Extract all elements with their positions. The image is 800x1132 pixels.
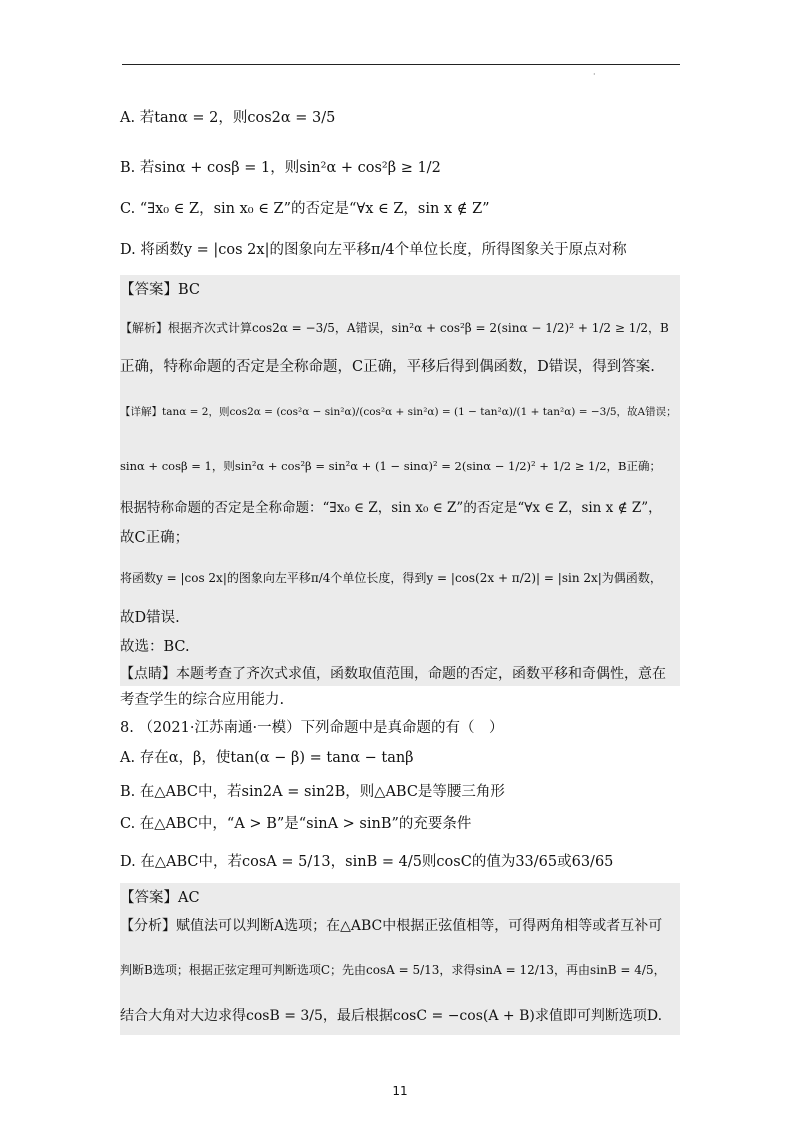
q8-option-d: D. 在△ABC中，若cosA = 5/13，sinB = 4/5则cosC的值为33/65或63/65 — [120, 854, 614, 870]
q8-answer: 【答案】AC — [120, 890, 200, 906]
q7-option-c: C. “∃x₀ ∈ Z，sin x₀ ∈ Z”的否定是“∀x ∈ Z，sin x ∉ Z” — [120, 201, 490, 217]
q7-option-d: D. 将函数y = |cos 2x|的图象向左平移π/4个单位长度，所得图象关于原点对称 — [120, 242, 627, 258]
q7-detail-line5: 将函数y = |cos 2x|的图象向左平移π/4个单位长度，得到y = |cos(2x + π/2)| = |sin 2x|为偶函数， — [120, 571, 662, 585]
q7-detail-line3: 根据特称命题的否定是全称命题：“∃x₀ ∈ Z，sin x₀ ∈ Z”的否定是“∀x ∈ Z，sin x ∉ Z”， — [120, 500, 662, 516]
q7-analysis-line1: 【解析】根据齐次式计算cos2α = −3/5，A错误，sin²α + cos²β = 2(sinα − 1/2)² + 1/2 ≥ 1/2，B — [120, 321, 669, 335]
q7-option-b: B. 若sinα + cosβ = 1，则sin²α + cos²β ≥ 1/2 — [120, 160, 441, 176]
header-rule — [122, 64, 680, 65]
q7-detail-line4: 故C正确； — [120, 530, 190, 546]
q8-option-c: C. 在△ABC中，“A > B”是“sinA > sinB”的充要条件 — [120, 816, 472, 832]
q8-analysis-line3: 结合大角对大边求得cosB = 3/5，最后根据cosC = −cos(A + B)求值即可判断选项D. — [120, 1008, 663, 1024]
q8-analysis-line2: 判断B选项；根据正弦定理可判断选项C；先由cosA = 5/13，求得sinA = 12/13，再由sinB = 4/5， — [120, 963, 666, 977]
q7-detail-line1: 【详解】tanα = 2，则cos2α = (cos²α − sin²α)/(cos²α + sin²α) = (1 − tan²α)/(1 + tan²α) = −3/5，故A错误； — [120, 406, 677, 418]
q7-choose: 故选：BC. — [120, 639, 190, 655]
header-dot: · — [593, 70, 596, 79]
q7-detail-line6: 故D错误. — [120, 610, 180, 626]
page-number: 11 — [392, 1084, 408, 1098]
q7-option-a: A. 若tanα = 2，则cos2α = 3/5 — [120, 110, 336, 126]
q7-comment-line2: 考查学生的综合应用能力. — [120, 692, 285, 708]
q8-stem: 8. （2021·江苏南通·一模）下列命题中是真命题的有（ ） — [120, 720, 504, 736]
q7-analysis-line2: 正确，特称命题的否定是全称命题，C正确，平移后得到偶函数，D错误，得到答案. — [120, 359, 655, 375]
q7-answer: 【答案】BC — [120, 282, 201, 298]
q8-option-b: B. 在△ABC中，若sin2A = sin2B，则△ABC是等腰三角形 — [120, 784, 505, 800]
q8-analysis-line1: 【分析】赋值法可以判断A选项；在△ABC中根据正弦值相等，可得两角相等或者互补可 — [120, 918, 663, 934]
q7-comment-line1: 【点睛】本题考查了齐次式求值，函数取值范围，命题的否定，函数平移和奇偶性，意在 — [120, 666, 666, 682]
q7-detail-line2: sinα + cosβ = 1，则sin²α + cos²β = sin²α + (1 − sinα)² = 2(sinα − 1/2)² + 1/2 ≥ 1/2，B正确； — [120, 459, 661, 473]
q8-option-a: A. 存在α，β，使tan(α − β) = tanα − tanβ — [120, 750, 414, 766]
